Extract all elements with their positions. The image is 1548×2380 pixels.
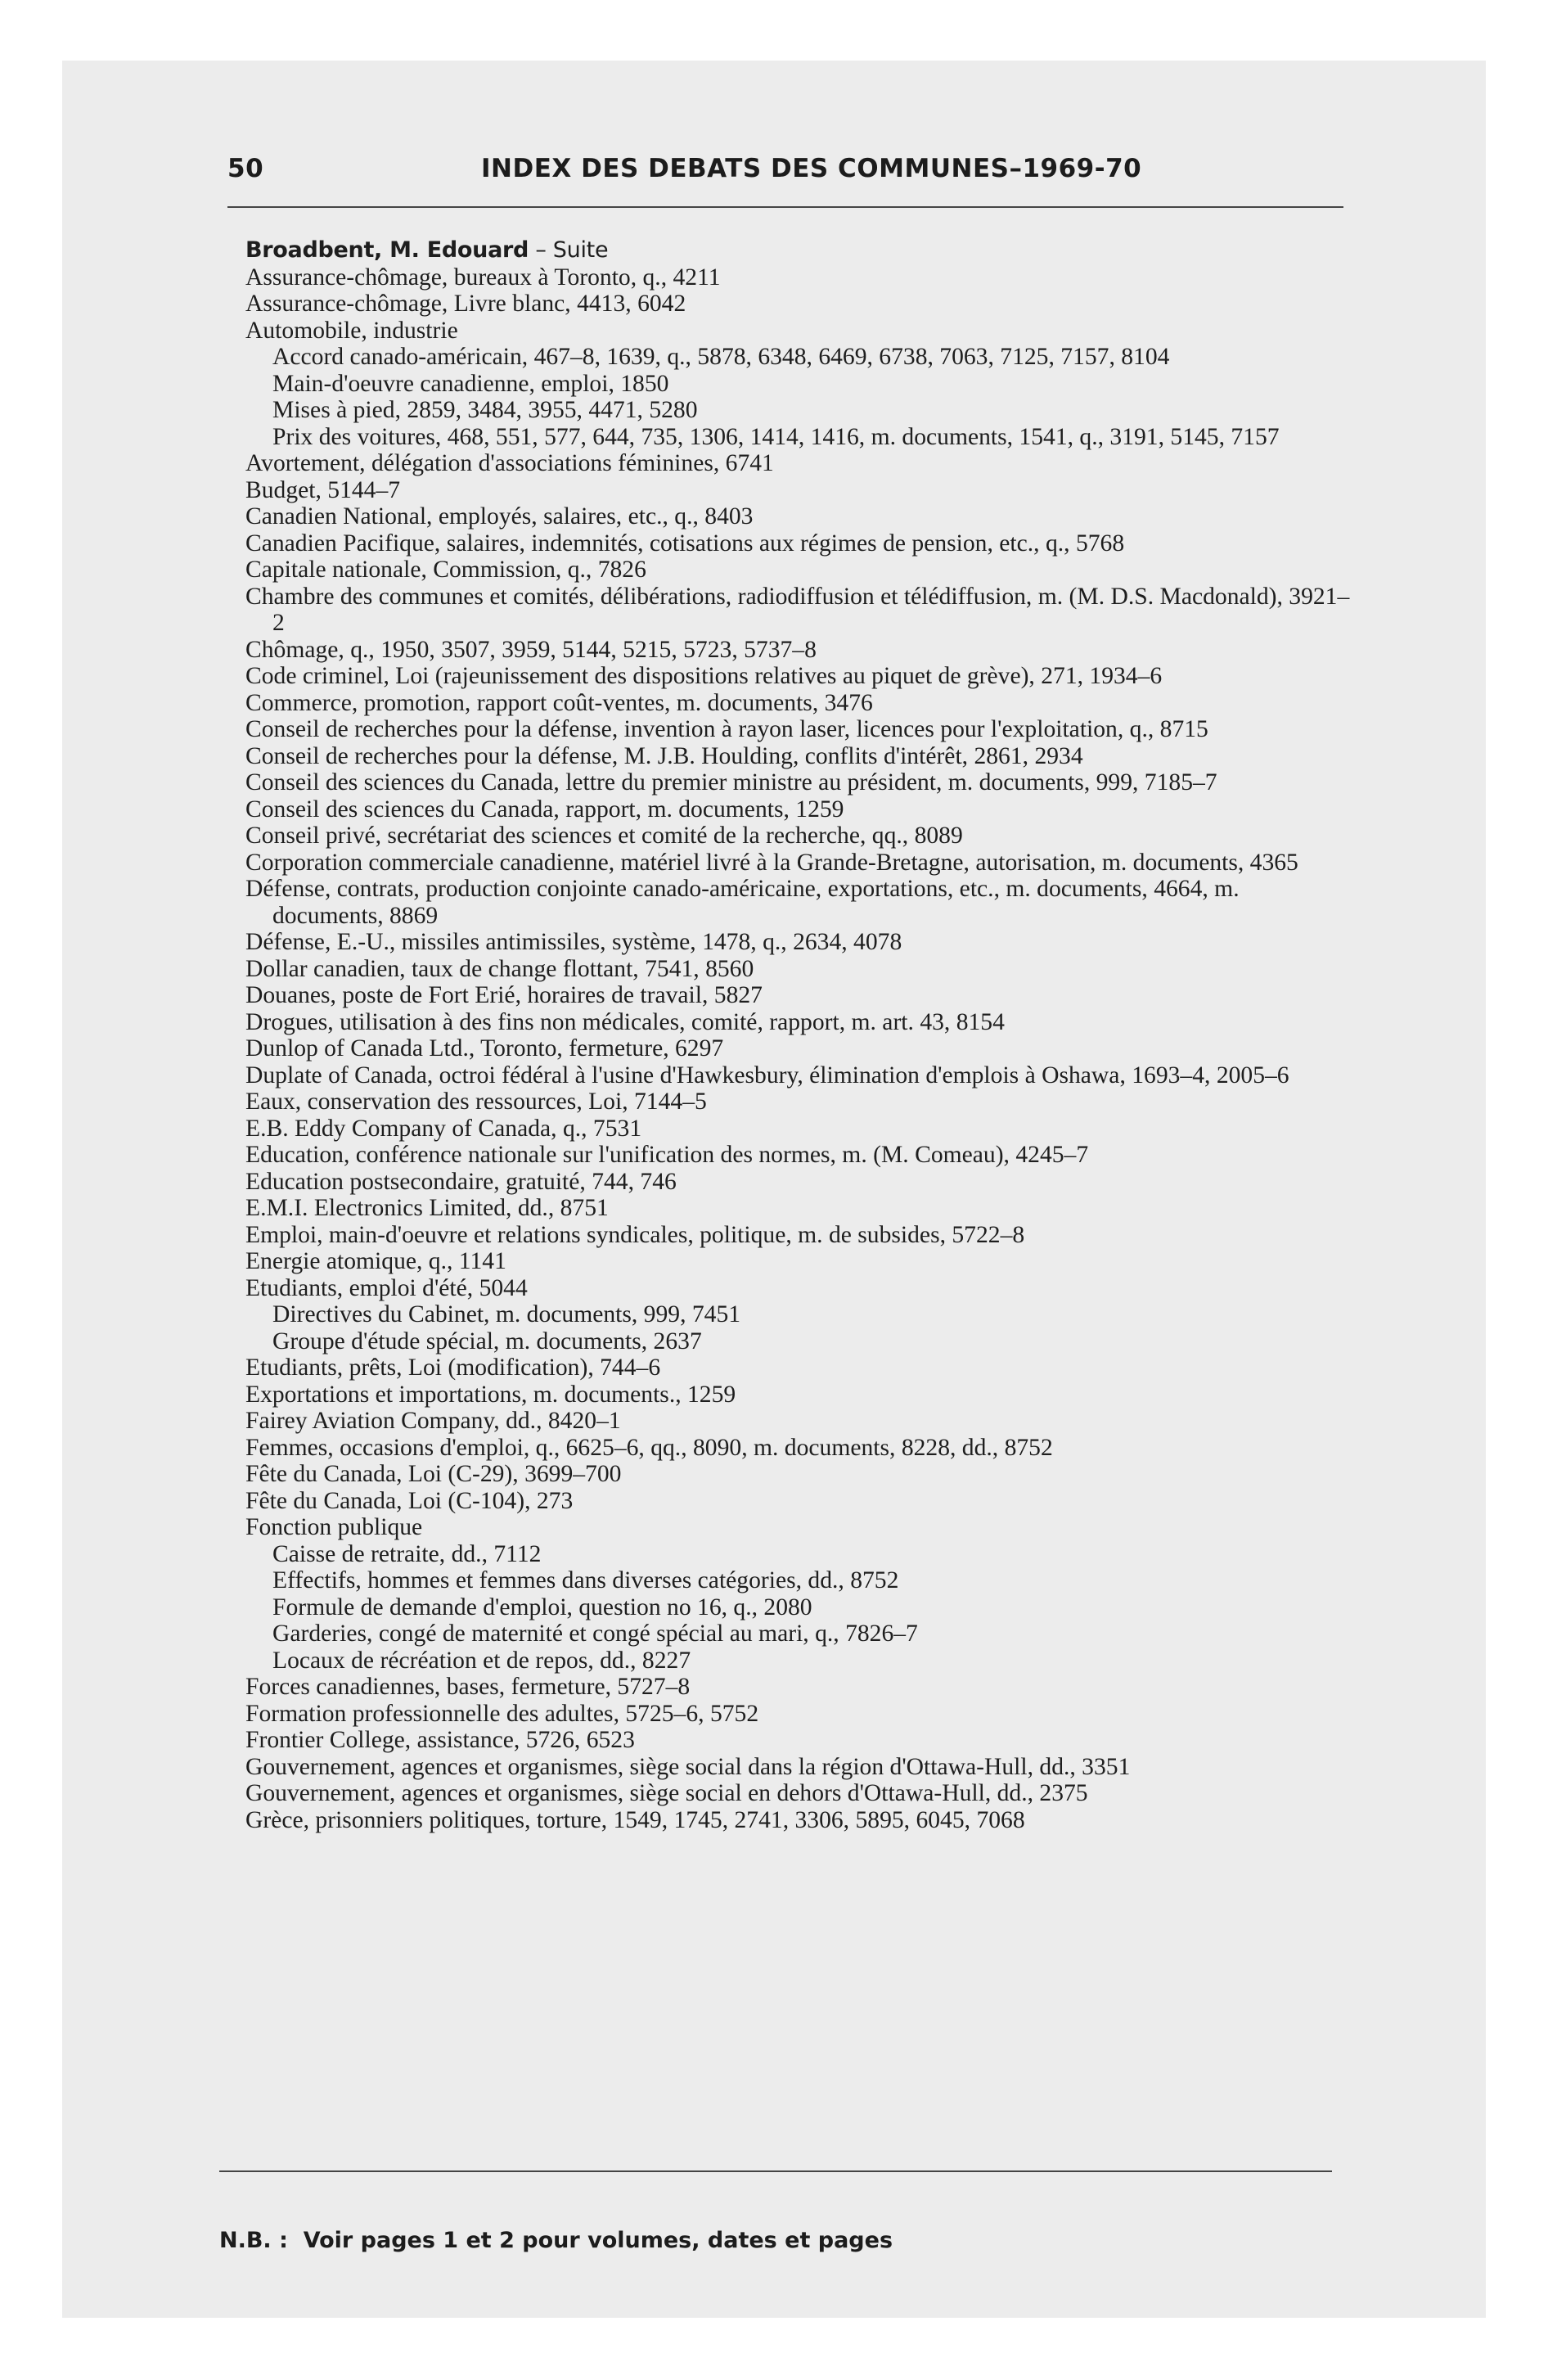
index-entry: Energie atomique, q., 1141 bbox=[245, 1248, 506, 1274]
footer-text: Voir pages 1 et 2 pour volumes, dates et pages bbox=[303, 2228, 893, 2253]
page-footer bbox=[219, 2228, 893, 2253]
index-entry: Etudiants, prêts, Loi (modification), 744–6 bbox=[245, 1355, 661, 1381]
index-entry: Chambre des communes et comités, délibérations, radiodiffusion et télédiffusion, m. (M. D.S. Macdonald), 3921–2 bbox=[245, 583, 1350, 636]
page-header bbox=[227, 154, 1141, 183]
index-entry: Automobile, industrie bbox=[245, 317, 458, 344]
index-entry: Défense, contrats, production conjointe canado-américaine, exportations, etc., m. documents, 4664, m. documents, 8869 bbox=[245, 876, 1240, 929]
index-entry: Femmes, occasions d'emploi, q., 6625–6, qq., 8090, m. documents, 8228, dd., 8752 bbox=[245, 1434, 1053, 1461]
index-entry: Fairey Aviation Company, dd., 8420–1 bbox=[245, 1408, 621, 1434]
index-subentry: Main-d'oeuvre canadienne, emploi, 1850 bbox=[272, 370, 669, 397]
index-entry: Fête du Canada, Loi (C-29), 3699–700 bbox=[245, 1461, 622, 1487]
footer-label: N.B. : bbox=[219, 2228, 288, 2253]
index-entry: Eaux, conservation des ressources, Loi, 7144–5 bbox=[245, 1089, 707, 1115]
index-entry: Gouvernement, agences et organismes, siège social dans la région d'Ottawa-Hull, dd., 3351 bbox=[245, 1753, 1131, 1780]
index-entry: Grèce, prisonniers politiques, torture, 1549, 1745, 2741, 3306, 5895, 6045, 7068 bbox=[245, 1806, 1025, 1833]
index-subentry: Caisse de retraite, dd., 7112 bbox=[272, 1540, 542, 1567]
index-subentry: Effectifs, hommes et femmes dans diverses catégories, dd., 8752 bbox=[272, 1567, 899, 1593]
index-entry: Capitale nationale, Commission, q., 7826 bbox=[245, 557, 646, 583]
entry-heading-name: Broadbent, M. Edouard bbox=[245, 237, 529, 263]
index-subentry: Accord canado-américain, 467–8, 1639, q., 5878, 6348, 6469, 6738, 7063, 7125, 7157, 8104 bbox=[272, 344, 1170, 370]
index-subentry: Formule de demande d'emploi, question no 16, q., 2080 bbox=[272, 1593, 812, 1620]
index-entry: Assurance-chômage, bureaux à Toronto, q., 4211 bbox=[245, 264, 721, 291]
page-number: 50 bbox=[227, 154, 264, 183]
index-entry: E.M.I. Electronics Limited, dd., 8751 bbox=[245, 1195, 609, 1221]
index-entry: Formation professionnelle des adultes, 5725–6, 5752 bbox=[245, 1700, 759, 1727]
header-rule bbox=[227, 206, 1343, 208]
index-subentry: Locaux de récréation et de repos, dd., 8227 bbox=[272, 1647, 691, 1674]
index-subentry: Garderies, congé de maternité et congé spécial au mari, q., 7826–7 bbox=[272, 1620, 918, 1647]
index-entry: E.B. Eddy Company of Canada, q., 7531 bbox=[245, 1115, 642, 1142]
index-entry: Conseil des sciences du Canada, rapport, m. documents, 1259 bbox=[245, 796, 844, 823]
index-entry: Canadien Pacifique, salaires, indemnités, cotisations aux régimes de pension, etc., q., 5768 bbox=[245, 530, 1125, 557]
index-entry: Gouvernement, agences et organismes, siège social en dehors d'Ottawa-Hull, dd., 2375 bbox=[245, 1780, 1088, 1806]
index-entry: Douanes, poste de Fort Erié, horaires de travail, 5827 bbox=[245, 982, 763, 1008]
index-entry: Chômage, q., 1950, 3507, 3959, 5144, 5215, 5723, 5737–8 bbox=[245, 636, 817, 663]
index-subentry: Groupe d'étude spécial, m. documents, 2637 bbox=[272, 1327, 702, 1355]
index-entry: Etudiants, emploi d'été, 5044 bbox=[245, 1274, 528, 1301]
index-entry: Drogues, utilisation à des fins non médicales, comité, rapport, m. art. 43, 8154 bbox=[245, 1008, 1005, 1035]
index-entry: Commerce, promotion, rapport coût-ventes, m. documents, 3476 bbox=[245, 689, 873, 716]
page-title: INDEX DES DEBATS DES COMMUNES–1969-70 bbox=[481, 154, 1142, 183]
index-entry: Fonction publique bbox=[245, 1514, 423, 1540]
index-entry: Code criminel, Loi (rajeunissement des dispositions relatives au piquet de grève), 271, 1934–6 bbox=[245, 663, 1163, 689]
entry-heading bbox=[245, 237, 1352, 264]
index-entry: Budget, 5144–7 bbox=[245, 476, 401, 503]
footer-rule bbox=[219, 2170, 1332, 2172]
index-subentry: Mises à pied, 2859, 3484, 3955, 4471, 5280 bbox=[272, 397, 698, 423]
index-entry: Education postsecondaire, gratuité, 744, 746 bbox=[245, 1168, 677, 1195]
index-entry: Corporation commerciale canadienne, matériel livré à la Grande-Bretagne, autorisation, m. documents, 4365 bbox=[245, 849, 1298, 876]
index-entry: Défense, E.-U., missiles antimissiles, système, 1478, q., 2634, 4078 bbox=[245, 929, 902, 955]
index-entry: Emploi, main-d'oeuvre et relations syndicales, politique, m. de subsides, 5722–8 bbox=[245, 1221, 1025, 1248]
index-entry: Duplate of Canada, octroi fédéral à l'usine d'Hawkesbury, élimination d'emplois à Oshawa, 1693–4, 2005–6 bbox=[245, 1062, 1289, 1089]
index-entry: Conseil des sciences du Canada, lettre du premier ministre au président, m. documents, 999, 7185–7 bbox=[245, 769, 1217, 796]
index-entry: Exportations et importations, m. documents., 1259 bbox=[245, 1381, 736, 1408]
index-entry: Conseil de recherches pour la défense, invention à rayon laser, licences pour l'exploitation, q., 8715 bbox=[245, 716, 1208, 742]
index-entry: Frontier College, assistance, 5726, 6523 bbox=[245, 1727, 635, 1753]
index-entries bbox=[245, 264, 1352, 1834]
index-subentry: Directives du Cabinet, m. documents, 999, 7451 bbox=[272, 1301, 741, 1327]
index-body bbox=[245, 237, 1352, 1833]
index-entry: Conseil de recherches pour la défense, M. J.B. Houlding, conflits d'intérêt, 2861, 2934 bbox=[245, 742, 1083, 769]
index-entry: Dunlop of Canada Ltd., Toronto, fermeture, 6297 bbox=[245, 1035, 724, 1062]
index-entry: Fête du Canada, Loi (C-104), 273 bbox=[245, 1487, 574, 1514]
index-entry: Canadien National, employés, salaires, etc., q., 8403 bbox=[245, 503, 754, 530]
index-subentry: Prix des voitures, 468, 551, 577, 644, 735, 1306, 1414, 1416, m. documents, 1541, q., 3191, 5145, 7157 bbox=[272, 423, 1280, 450]
entry-heading-suffix: – Suite bbox=[529, 237, 609, 263]
index-entry: Conseil privé, secrétariat des sciences et comité de la recherche, qq., 8089 bbox=[245, 823, 963, 849]
index-entry: Assurance-chômage, Livre blanc, 4413, 6042 bbox=[245, 291, 686, 317]
index-entry: Avortement, délégation d'associations féminines, 6741 bbox=[245, 450, 774, 476]
index-entry: Education, conférence nationale sur l'unification des normes, m. (M. Comeau), 4245–7 bbox=[245, 1142, 1089, 1168]
index-entry: Dollar canadien, taux de change flottant, 7541, 8560 bbox=[245, 955, 754, 982]
index-entry: Forces canadiennes, bases, fermeture, 5727–8 bbox=[245, 1674, 691, 1700]
